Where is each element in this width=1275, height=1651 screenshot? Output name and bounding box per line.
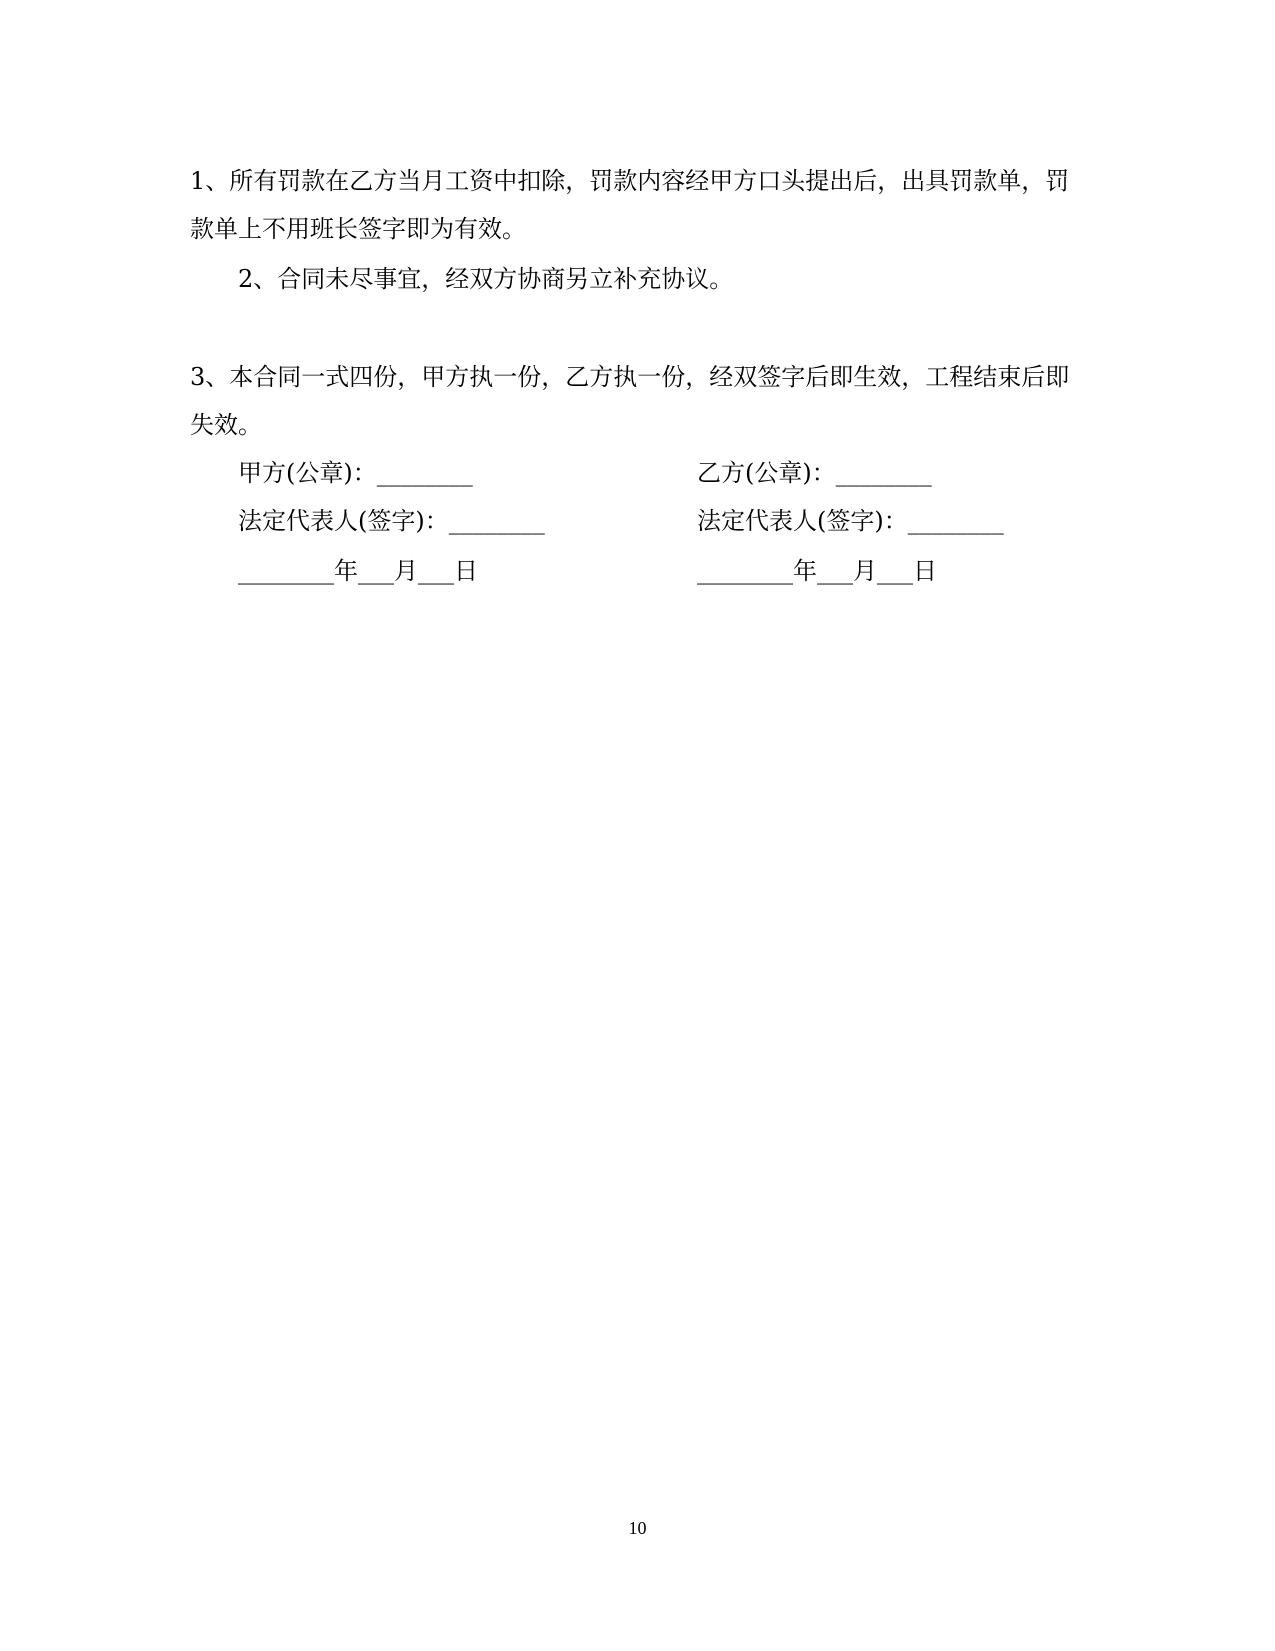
- clause-3: 3、本合同一式四份，甲方执一份，乙方执一份，经双签字后即生效，工程结束后即失效。: [190, 363, 1070, 439]
- clause-1: 1、所有罚款在乙方当月工资中扣除，罚款内容经甲方口头提出后，出具罚款单，罚款单上不用班长签字即为有效。: [190, 167, 1070, 243]
- page-number: 10: [628, 1518, 647, 1538]
- party-a-representative-line: 法定代表人(签字)：________: [238, 507, 545, 535]
- party-a-seal-line: 甲方(公章)：________: [238, 459, 473, 487]
- clause-2: 2、合同未尽事宜，经双方协商另立补充协议。: [238, 265, 734, 293]
- party-b-date-line: ________年___月___日: [697, 557, 937, 585]
- party-a-date-line: ________年___月___日: [238, 557, 478, 585]
- party-b-seal-line: 乙方(公章)：________: [697, 459, 932, 487]
- party-b-representative-line: 法定代表人(签字)：________: [697, 507, 1004, 535]
